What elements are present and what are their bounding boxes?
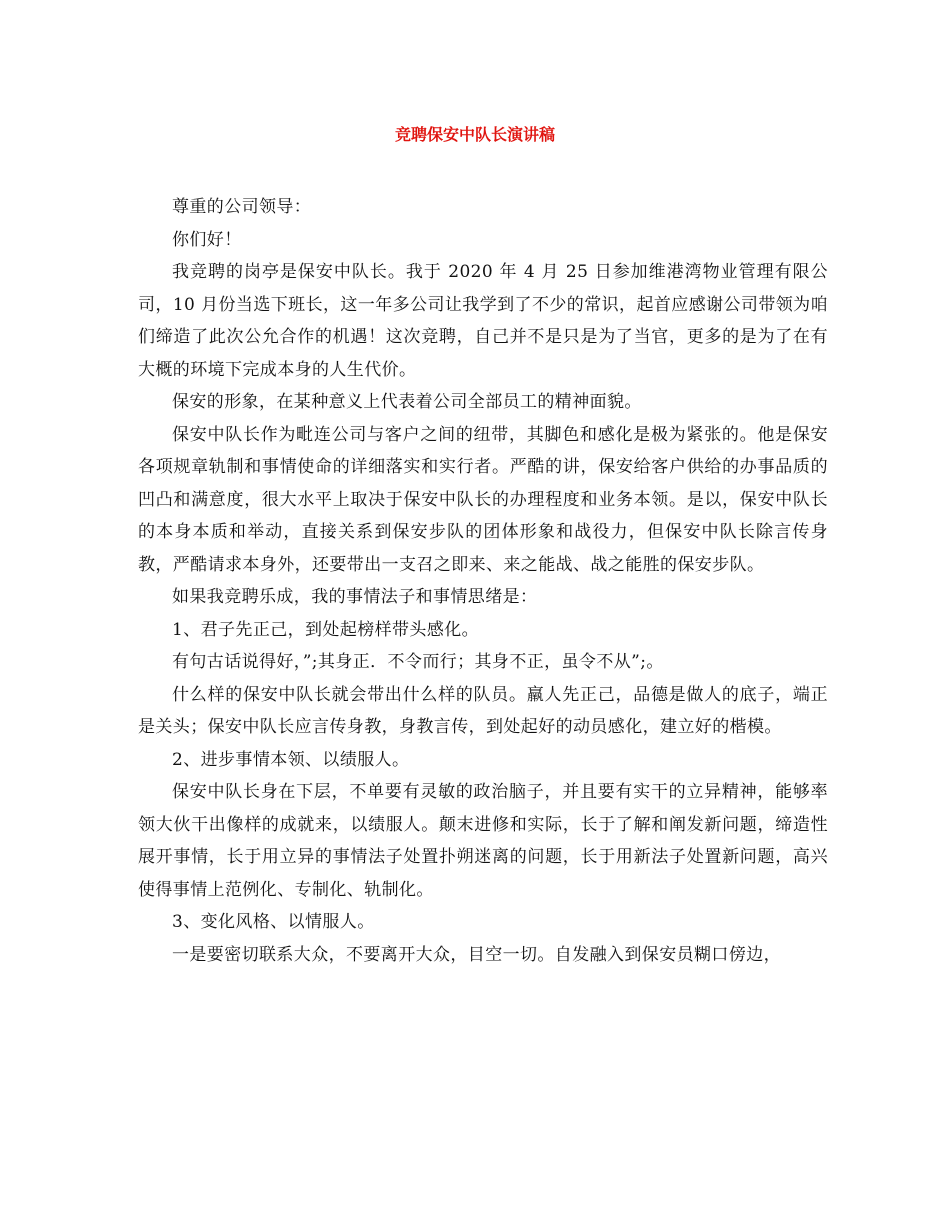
document-title: 竞聘保安中队长演讲稿	[394, 125, 555, 144]
paragraph-style: 一是要密切联系大众，不要离开大众，目空一切。自发融入到保安员糊口傍边，	[172, 944, 781, 965]
paragraph-ability: 保安中队长身在下层，不单要有灵敏的政治脑子，并且要有实干的立异精神，能够率领大伙干出像样的成就来，以绩服人。颠末进修和实际，长于了解和阐发新问题，缔造性展开事情，长于用立异的事情法子处置扑朔迷离的问题，长于用新法子处置新问题，高兴使得事情上范例化、专制化、轨制化。	[138, 782, 828, 900]
paragraph-image: 保安的形象，在某种意义上代表着公司全部员工的精神面貌。	[172, 392, 642, 412]
paragraph-quote: 有句古话说得好，”;其身正．不令而行；其身不正，虽令不从”;。	[172, 652, 664, 672]
paragraph-intro: 我竞聘的岗亭是保安中队长。我于 2020 年 4 月 25 日参加维港湾物业管理有限公司，10 月份当选下班长，这一年多公司让我学到了不少的常识，起首应感谢公司带领为咱们缔造了此次公允合作的机遇！这次竞聘，自己并不是只是为了当官，更多的是为了在有大概的环境下完成本身的人生代价。	[138, 262, 828, 380]
greeting: 你们好！	[172, 229, 242, 250]
paragraph-example: 什么样的保安中队长就会带出什么样的队员。羸人先正己，品德是做人的底子，端正是关头；保安中队长应言传身教，身教言传，到处起好的动员感化，建立好的楷模。	[138, 684, 828, 737]
paragraph-plan: 如果我竞聘乐成，我的事情法子和事情思绪是：	[172, 587, 538, 607]
document-body	[138, 191, 828, 971]
salutation: 尊重的公司领导：	[172, 197, 312, 217]
point-3-heading: 3、变化风格、以情服人。	[172, 912, 375, 932]
paragraph-role: 保安中队长作为毗连公司与客户之间的纽带，其脚色和感化是极为紧张的。他是保安各项规章轨制和事情使命的详细落实和实行者。严酷的讲，保安给客户供给的办事品质的凹凸和满意度，很大水平上取决于保安中队长的办理程度和业务本领。是以，保安中队长的本身本质和举动，直接关系到保安步队的团体形象和战役力，但保安中队长除言传身教，严酷请求本身外，还要带出一支召之即来、来之能战、战之能胜的保安步队。	[138, 424, 828, 575]
point-1-heading: 1、君子先正己，到处起榜样带头感化。	[172, 619, 480, 640]
point-2-heading: 2、进步事情本领、以绩服人。	[172, 749, 410, 770]
